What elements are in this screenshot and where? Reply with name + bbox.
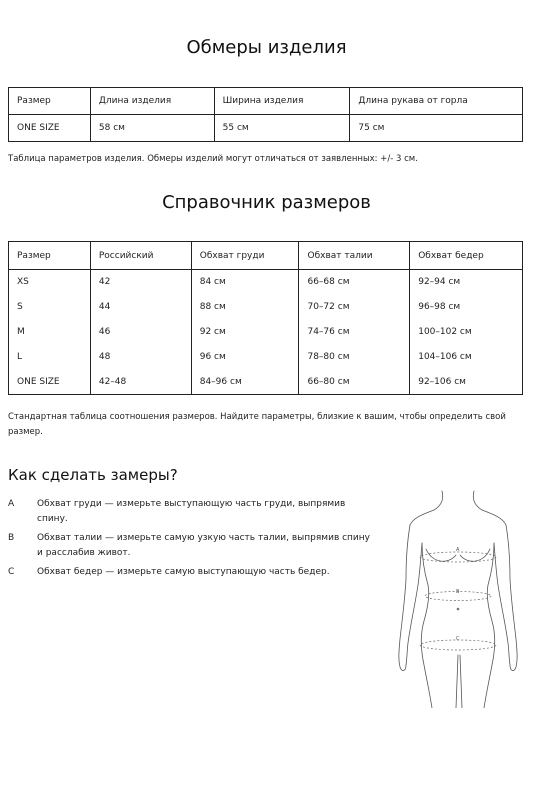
measurements-table <box>8 87 523 142</box>
size-guide-title: Справочник размеров <box>162 192 371 213</box>
figure-label-c: C <box>456 636 460 642</box>
table-cell: 66–80 см <box>307 377 350 387</box>
table-cell: 42–48 <box>98 377 127 387</box>
measurement-steps <box>8 497 378 584</box>
header-cell: Размер <box>9 242 91 270</box>
left-shoulder-outline <box>410 491 443 525</box>
torso-left-outline <box>421 543 432 708</box>
table-cell: 84–96 см <box>199 377 242 387</box>
header-cell: Обхват груди <box>191 242 299 270</box>
size-guide-note: Стандартная таблица соотношения размеров. Найдите параметры, близкие к вашим, чтобы определить свой размер. <box>8 412 506 437</box>
table-cell: 100–102 см <box>418 327 472 337</box>
table-cell: 104–106 см <box>418 352 472 362</box>
table-cell: XS <box>17 277 29 287</box>
header-cell: Длина рукава от горла <box>350 88 523 115</box>
step-letter: B <box>8 533 15 543</box>
table-cell: M <box>17 327 25 337</box>
table-cell: 48 <box>98 352 111 362</box>
step-text: Обхват груди — измерьте выступающую часть груди, выпрямив спину. <box>37 499 346 524</box>
table-cell: 66–68 см <box>307 277 350 287</box>
step-hips <box>8 565 378 580</box>
waist-column <box>299 270 410 395</box>
header-cell: Российский <box>90 242 191 270</box>
header-cell: Обхват бедер <box>410 242 523 270</box>
table-cell: ONE SIZE <box>9 115 91 142</box>
table-header-row <box>9 242 523 270</box>
figure-label-a: A <box>456 547 460 553</box>
table-cell: 44 <box>98 302 111 312</box>
table-cell: L <box>17 352 23 362</box>
header-cell: Размер <box>9 88 91 115</box>
table-cell: 96 см <box>199 352 226 362</box>
bust-right-outline <box>460 549 490 561</box>
table-cell: 75 см <box>350 115 523 142</box>
step-chest <box>8 497 378 527</box>
table-cell: 84 см <box>199 277 226 287</box>
russian-size-column <box>90 270 191 395</box>
right-shoulder-outline <box>473 491 506 525</box>
table-cell: 96–98 см <box>418 302 461 312</box>
measurements-title: Обмеры изделия <box>186 37 347 58</box>
table-cell: 70–72 см <box>307 302 350 312</box>
table-cell: S <box>17 302 23 312</box>
table-cell: 55 см <box>214 115 350 142</box>
table-cell: 42 <box>98 277 111 287</box>
hips-column <box>410 270 523 395</box>
header-cell: Длина изделия <box>90 88 214 115</box>
navel-mark <box>457 608 459 610</box>
step-text: Обхват талии — измерьте самую узкую часть талии, выпрямив спину и расслабив живот. <box>37 533 370 558</box>
table-cell: 58 см <box>90 115 214 142</box>
right-arm-outline <box>494 525 517 671</box>
size-column <box>9 270 91 395</box>
table-cell: 92 см <box>199 327 226 337</box>
bust-left-outline <box>426 549 456 561</box>
step-waist <box>8 531 378 561</box>
table-cell: 88 см <box>199 302 226 312</box>
size-guide-table <box>8 241 523 395</box>
torso-right-outline <box>484 543 495 708</box>
body-figure-illustration <box>390 483 530 708</box>
inner-leg-right <box>460 655 462 708</box>
step-text: Обхват бедер — измерьте самую выступающую часть бедер. <box>37 567 330 577</box>
table-cell: 78–80 см <box>307 352 350 362</box>
how-to-title: Как сделать замеры? <box>8 466 178 484</box>
measurements-note: Таблица параметров изделия. Обмеры изделий могут отличаться от заявленных: +/- 3 см. <box>8 154 418 164</box>
table-cell: 74–76 см <box>307 327 350 337</box>
inner-leg-left <box>456 655 458 708</box>
table-cell: 92–106 см <box>418 377 466 387</box>
header-cell: Обхват талии <box>299 242 410 270</box>
table-cell: ONE SIZE <box>17 377 60 387</box>
left-arm-outline <box>399 525 422 671</box>
chest-column <box>191 270 299 395</box>
step-letter: A <box>8 499 15 509</box>
table-cell: 92–94 см <box>418 277 461 287</box>
table-cell: 46 <box>98 327 111 337</box>
step-letter: C <box>8 567 15 577</box>
figure-label-b: B <box>456 589 460 595</box>
table-row <box>9 115 523 142</box>
table-body-row <box>9 270 523 395</box>
table-header-row <box>9 88 523 115</box>
header-cell: Ширина изделия <box>214 88 350 115</box>
